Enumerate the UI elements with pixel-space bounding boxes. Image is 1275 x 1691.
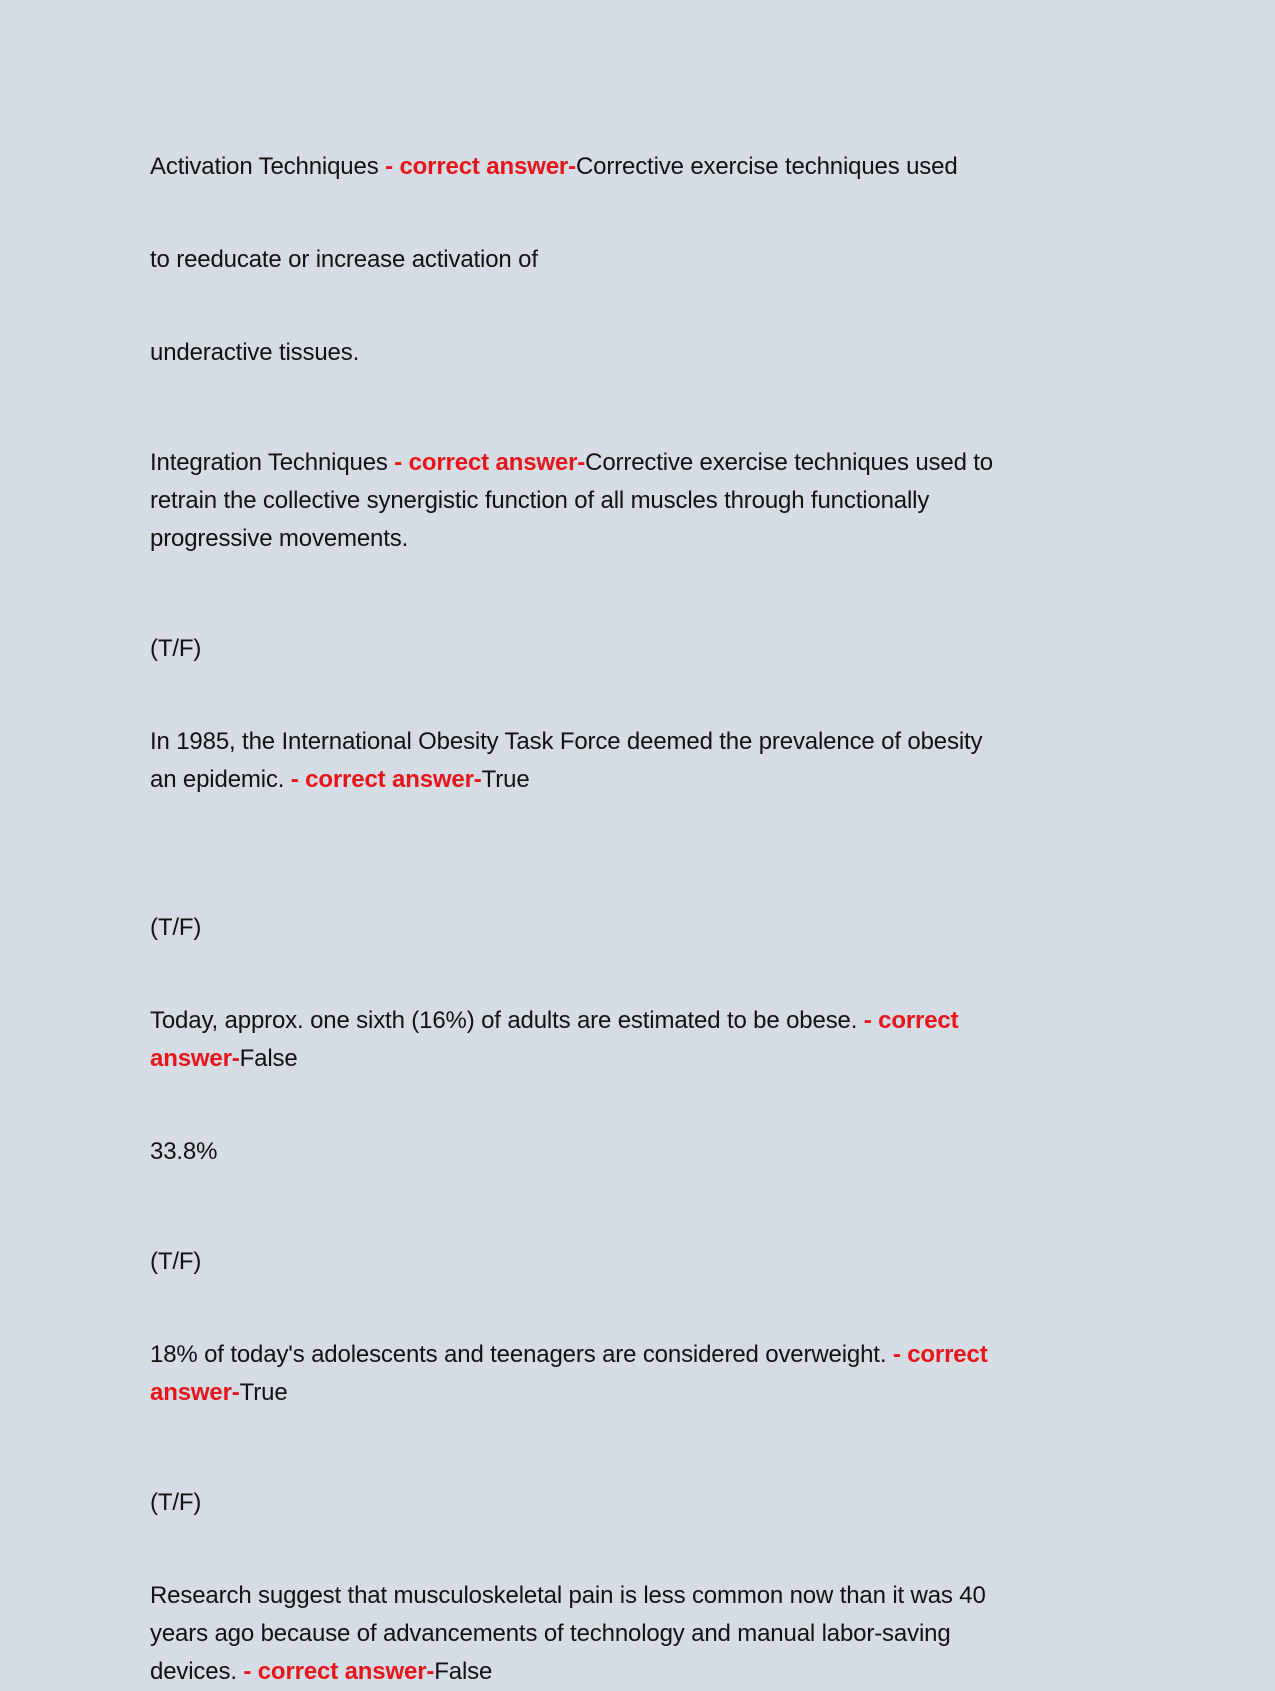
flashcard-adolescent-overweight [150,1243,1110,1412]
flashcard-adult-obesity [150,909,1110,1171]
text-line: to reeducate or increase activation of [150,246,538,273]
correct-answer-marker: - correct [892,1341,988,1368]
true-false-tag: (T/F) [150,1489,202,1516]
correct-answer-marker: - correct [863,1007,959,1034]
text-line [150,761,1110,799]
correct-answer-marker: - correct answer- [290,766,482,793]
correct-answer-marker: - correct answer- [394,449,586,476]
answer-text: False [239,1045,298,1072]
flashcard-integration-techniques [150,444,1110,558]
text-line [150,444,1110,482]
text-line [150,1653,1110,1691]
text-line [150,1374,1110,1412]
text-line: Research suggest that musculoskeletal pain is less common now than it was 40 [150,1582,986,1609]
text-line: progressive movements. [150,525,409,552]
answer-text: True [481,766,530,793]
answer-text: Corrective exercise techniques used to [585,449,993,476]
true-false-tag: (T/F) [150,914,202,941]
answer-text: True [239,1379,288,1406]
question-text: devices. [150,1658,244,1685]
term-text: Integration Techniques [150,449,395,476]
correct-answer-marker: - correct answer- [385,153,576,180]
text-line [150,1040,1110,1078]
answer-note: 33.8% [150,1138,218,1165]
text-line [150,148,1110,186]
text-line: years ago because of advancements of technology and manual labor-saving [150,1620,951,1647]
true-false-tag: (T/F) [150,635,202,662]
flashcard-list [150,148,1110,1691]
flashcard-obesity-epidemic [150,630,1110,799]
correct-answer-marker: answer- [150,1045,240,1072]
correct-answer-marker: answer- [150,1379,240,1406]
flashcard-activation-techniques [150,148,1110,372]
text-line: retrain the collective synergistic function of all muscles through functionally [150,487,930,514]
question-text: Today, approx. one sixth (16%) of adults are estimated to be obese. [150,1007,864,1034]
answer-text: Corrective exercise techniques used [575,153,958,180]
text-line [150,1002,1110,1040]
question-text: 18% of today's adolescents and teenagers are considered overweight. [150,1341,893,1368]
text-line: In 1985, the International Obesity Task Force deemed the prevalence of obesity [150,728,983,755]
question-text: an epidemic. [150,766,291,793]
term-text: Activation Techniques [150,153,386,180]
text-line: underactive tissues. [150,339,360,366]
correct-answer-marker: - correct answer- [243,1658,435,1685]
true-false-tag: (T/F) [150,1248,202,1275]
text-line [150,1336,1110,1374]
answer-text: False [434,1658,493,1685]
flashcard-musculoskeletal-pain [150,1484,1110,1691]
